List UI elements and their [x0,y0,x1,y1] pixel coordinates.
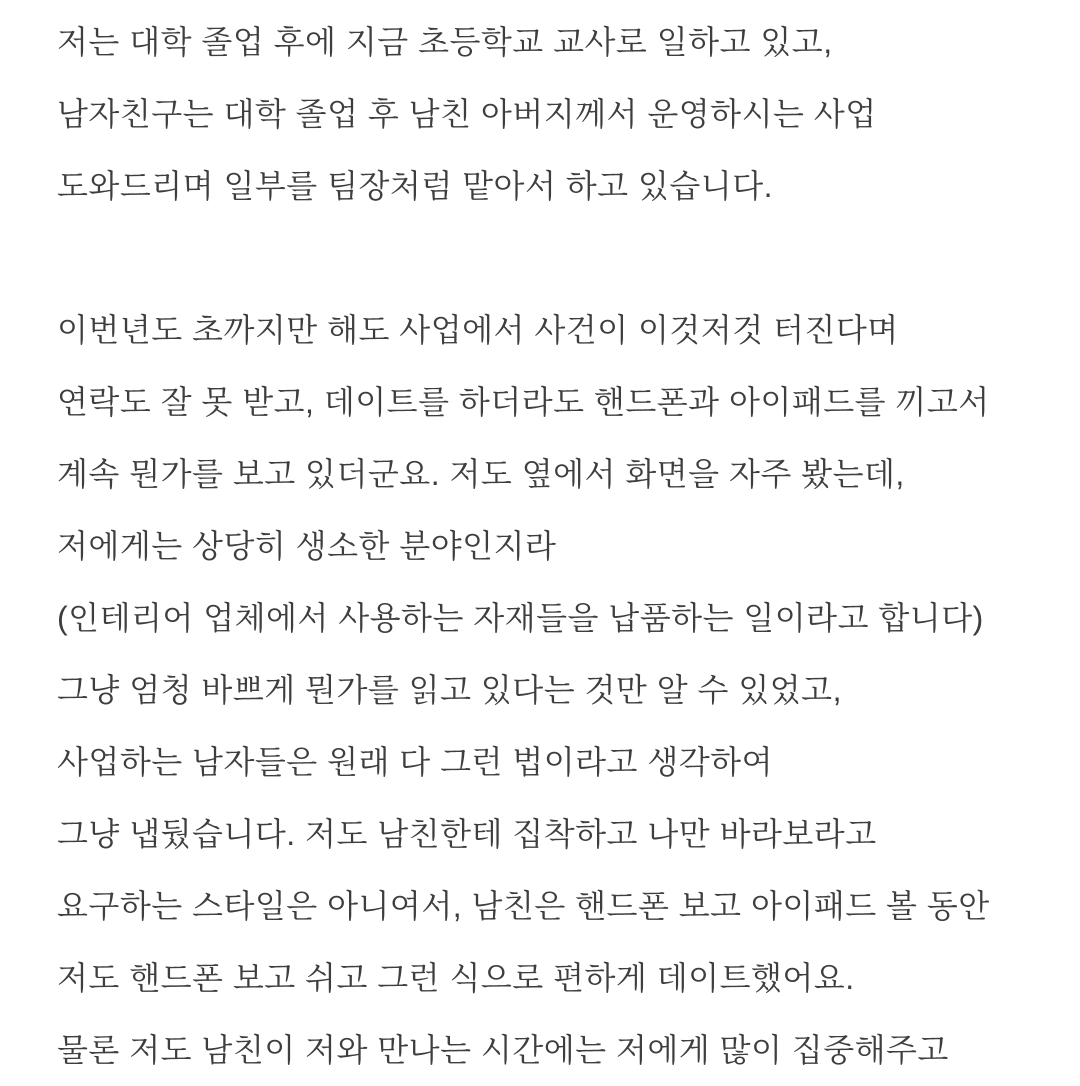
text-line: 이번년도 초까지만 해도 사업에서 사건이 이것저것 터진다며 [57,312,899,348]
paragraph-story [57,294,1040,1086]
text-line: 연락도 잘 못 받고, 데이트를 하더라도 핸드폰과 아이패드를 끼고서 [57,384,990,420]
text-line: 저에게는 상당히 생소한 분야인지라 [57,528,557,564]
text-line: 요구하는 스타일은 아니여서, 남친은 핸드폰 보고 아이패드 볼 동안 [57,888,990,924]
text-line: 저는 대학 졸업 후에 지금 초등학교 교사로 일하고 있고, [57,24,833,60]
text-line: (인테리어 업체에서 사용하는 자재들을 납품하는 일이라고 합니다) [57,600,984,636]
text-line: 도와드리며 일부를 팀장처럼 맡아서 하고 있습니다. [57,168,773,204]
text-line: 그냥 냅뒀습니다. 저도 남친한테 집착하고 나만 바라보라고 [57,816,877,852]
text-line: 남자친구는 대학 졸업 후 남친 아버지께서 운영하시는 사업 [57,96,877,132]
text-line: 저도 핸드폰 보고 쉬고 그런 식으로 편하게 데이트했어요. [57,960,855,996]
paragraph-intro [57,6,1040,222]
text-line: 계속 뭔가를 보고 있더군요. 저도 옆에서 화면을 자주 봤는데, [57,456,905,492]
text-line: 물론 저도 남친이 저와 만나는 시간에는 저에게 많이 집중해주고 [57,1032,949,1068]
text-line: 그냥 엄청 바쁘게 뭔가를 읽고 있다는 것만 알 수 있었고, [57,672,842,708]
text-line: 사업하는 남자들은 원래 다 그런 법이라고 생각하여 [57,744,773,780]
